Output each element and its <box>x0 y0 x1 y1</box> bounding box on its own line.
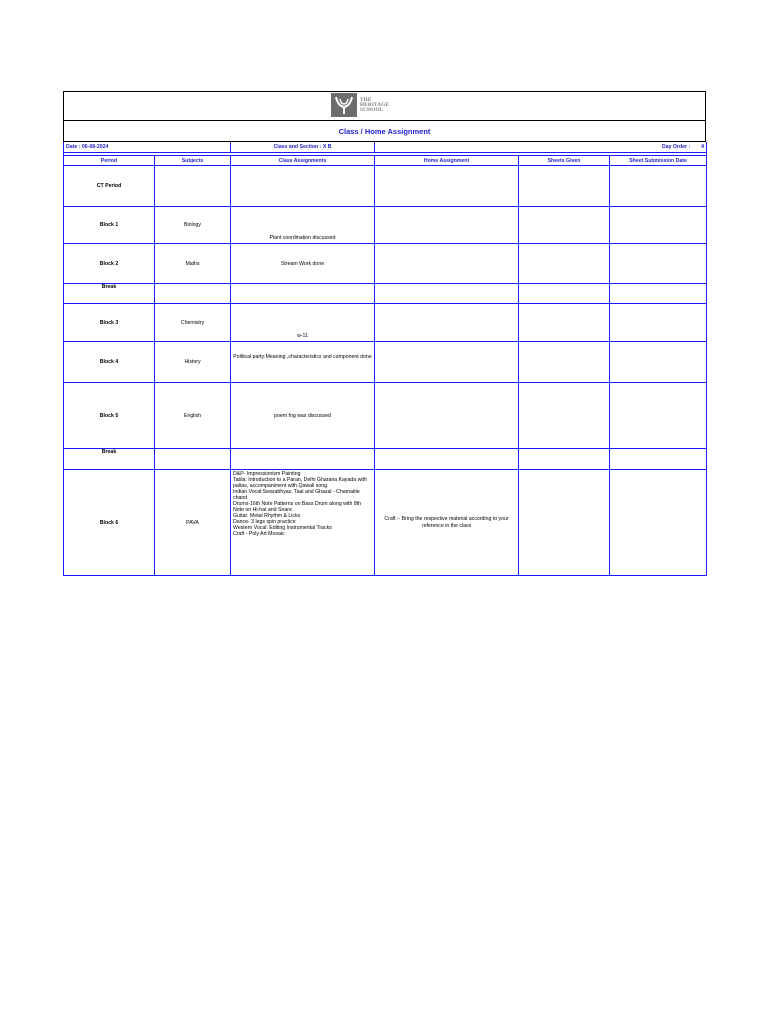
header-home-assignment: Home Assignment <box>375 156 519 166</box>
table-row <box>64 342 707 383</box>
school-logo-wordmark <box>360 98 389 113</box>
class-assignment-cell: Plant coordination discussed <box>231 207 375 244</box>
submission-date-cell <box>610 166 707 207</box>
sheets-given-cell <box>519 244 610 284</box>
submission-date-cell <box>610 284 707 304</box>
home-assignment-cell <box>375 449 519 470</box>
table-row <box>64 449 707 470</box>
home-assignment-cell <box>375 207 519 244</box>
class-assignment-line: Craft - Poly Art Mosaic <box>233 531 285 537</box>
period-cell: Break <box>64 449 155 470</box>
class-assignment-cell <box>231 449 375 470</box>
class-section: Class and Section : X B <box>231 142 375 153</box>
subject-cell <box>155 449 231 470</box>
class-assignment-line: Tabla: Introduction to a Paran, Delhi Gharana Kayada with paltas, accompaniment with Qawali song. <box>233 477 367 489</box>
logo-word-1: THE <box>360 96 372 103</box>
table-row <box>64 166 707 207</box>
period-cell: Block 5 <box>64 383 155 449</box>
period-cell: Block 3 <box>64 304 155 342</box>
table-row <box>64 207 707 244</box>
class-assignment-line: Indian Vocal:Swarabhyas, Taal and Ghazal - Chamakte chand <box>233 489 360 501</box>
period-cell: Block 6 <box>64 470 155 576</box>
home-assignment-cell <box>375 342 519 383</box>
sheets-given-cell <box>519 166 610 207</box>
date-label: Date : 06-08-2024 <box>64 142 231 153</box>
home-assignment-cell <box>375 383 519 449</box>
sheets-given-cell <box>519 342 610 383</box>
class-assignment-cell <box>231 284 375 304</box>
subject-cell <box>155 284 231 304</box>
table-row <box>64 284 707 304</box>
title-text: Class / Home Assignment <box>338 126 431 136</box>
header-sheets-given: Sheets Given <box>519 156 610 166</box>
day-order <box>375 142 707 153</box>
period-cell: CT Period <box>64 166 155 207</box>
submission-date-cell <box>610 449 707 470</box>
period-cell: Block 2 <box>64 244 155 284</box>
submission-date-cell <box>610 342 707 383</box>
submission-date-cell <box>610 304 707 342</box>
subject-cell: Biology <box>155 207 231 244</box>
home-assignment-cell <box>375 244 519 284</box>
class-assignment-line: Drums-16th Note Patterns on Bass Drum along with 8th Note on Hi-hat and Snare. <box>233 501 362 513</box>
logo-row <box>63 91 706 120</box>
class-assignment-cell: poem fog was discussed <box>231 383 375 449</box>
period-cell: Block 4 <box>64 342 155 383</box>
class-assignment-cell: w-11 <box>231 304 375 342</box>
class-assignment-cell <box>231 470 375 576</box>
logo-word-3: SCHOOL <box>360 106 384 113</box>
table-header <box>64 156 707 166</box>
table-row <box>64 383 707 449</box>
assignment-sheet <box>63 91 706 576</box>
sheets-given-cell <box>519 284 610 304</box>
class-assignment-line: D&P- Impressionism Painting <box>233 471 301 477</box>
subject-cell: English <box>155 383 231 449</box>
period-cell: Block 1 <box>64 207 155 244</box>
table-row <box>64 470 707 576</box>
home-assignment-cell: Craft :- Bring the respective material according to your reference in the class <box>375 470 519 576</box>
class-assignment-cell: Stream Work done <box>231 244 375 284</box>
assignment-table <box>63 142 707 576</box>
logo-word-2: HERITAGE <box>360 101 390 108</box>
header-subjects: Subjects <box>155 156 231 166</box>
header-sheet-submission-date: Sheet Submission Date <box>610 156 707 166</box>
day-order-label: Day Order : <box>661 144 691 150</box>
period-cell: Break <box>64 284 155 304</box>
subject-cell: Chemistry <box>155 304 231 342</box>
info-row <box>64 142 707 153</box>
class-assignment-cell <box>231 166 375 207</box>
class-assignment-line: Guitar: Metal Rhythm & Licks <box>233 513 301 519</box>
class-assignment-cell: Political party:Meaning ,characteristics and component done <box>231 342 375 383</box>
home-assignment-cell <box>375 166 519 207</box>
sheets-given-cell <box>519 207 610 244</box>
subject-cell: Maths <box>155 244 231 284</box>
table-row <box>64 244 707 284</box>
subject-cell: History <box>155 342 231 383</box>
sheets-given-cell <box>519 383 610 449</box>
sheets-given-cell <box>519 470 610 576</box>
class-assignment-line: Dance- 3 legs spin practice <box>233 519 296 525</box>
sheets-given-cell <box>519 449 610 470</box>
subject-cell: PAVA <box>155 470 231 576</box>
sheets-given-cell <box>519 304 610 342</box>
class-assignment-line: Western Vocal: Editing Instrumental Tracks <box>233 525 332 531</box>
header-class-assignments: Class Assignments <box>231 156 375 166</box>
subject-cell <box>155 166 231 207</box>
school-emblem-icon <box>331 93 357 117</box>
header-period: Period <box>64 156 155 166</box>
school-logo <box>331 93 411 117</box>
submission-date-cell <box>610 383 707 449</box>
home-assignment-cell <box>375 304 519 342</box>
document-title <box>63 120 706 142</box>
submission-date-cell <box>610 470 707 576</box>
submission-date-cell <box>610 207 707 244</box>
home-assignment-cell <box>375 284 519 304</box>
table-row <box>64 304 707 342</box>
submission-date-cell <box>610 244 707 284</box>
day-order-value: 4 <box>701 144 705 150</box>
